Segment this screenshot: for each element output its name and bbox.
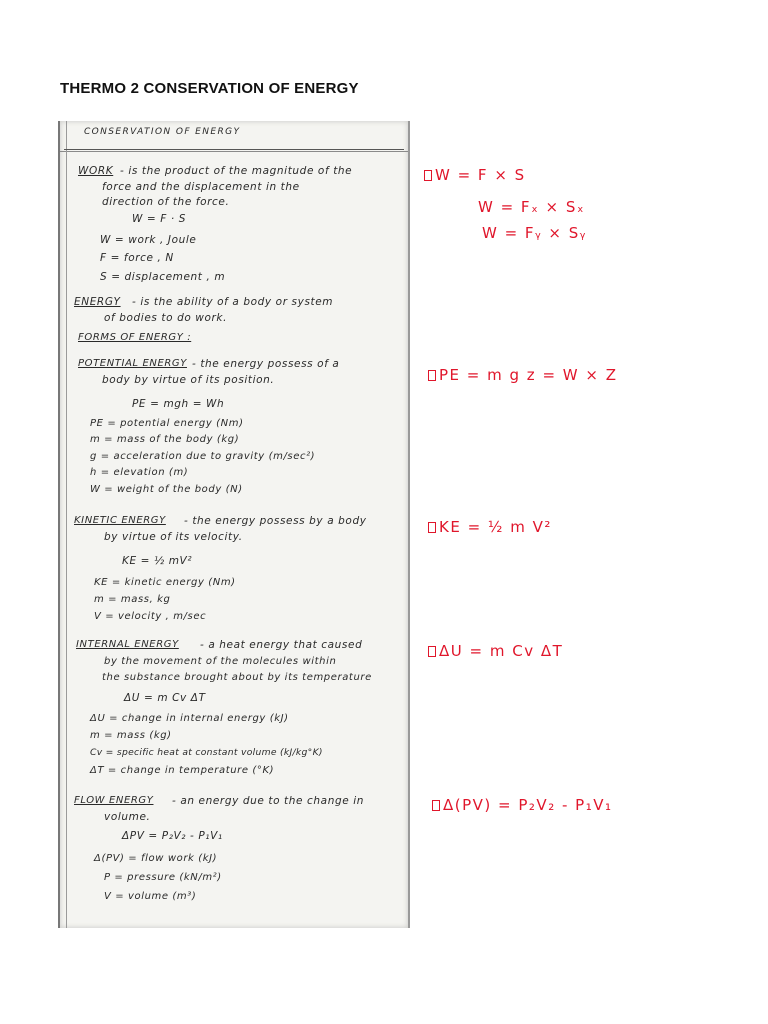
flow-var-p: P = pressure (kN/m²) (104, 872, 222, 883)
potential-var-h: h = elevation (m) (90, 467, 189, 478)
annotation-work (424, 166, 526, 184)
internal-equation: ΔU = m Cv ΔT (124, 692, 206, 704)
internal-var-du: ΔU = change in internal energy (kJ) (90, 713, 289, 724)
potential-var-w: W = weight of the body (N) (90, 484, 243, 495)
energy-heading: ENERGY (74, 296, 121, 308)
work-var-f: F = force , N (100, 252, 174, 264)
checkbox-icon (424, 170, 432, 181)
potential-def-line1: - the energy possess of a (192, 358, 340, 370)
potential-var-g: g = acceleration due to gravity (m/sec²) (90, 451, 316, 462)
annotation-potential-text: PE = m g z = W × Z (439, 366, 618, 384)
checkbox-icon (428, 370, 436, 381)
flow-equation: ΔPV = P₂V₂ - P₁V₁ (122, 830, 223, 842)
margin-line (66, 121, 67, 928)
annotation-internal-text: ΔU = m Cv ΔT (439, 642, 564, 660)
internal-var-m: m = mass (kg) (90, 730, 172, 741)
kinetic-heading: KINETIC ENERGY (74, 515, 166, 526)
work-def-line2: force and the displacement in the (102, 181, 300, 193)
annotation-kinetic (428, 518, 552, 536)
handwritten-notes-scan (58, 121, 410, 928)
energy-def-line1: - is the ability of a body or system (132, 296, 334, 308)
page-title: THERMO 2 CONSERVATION OF ENERGY (60, 80, 359, 97)
potential-def-line2: body by virtue of its position. (102, 374, 275, 386)
flow-var-dpv: Δ(PV) = flow work (kJ) (94, 853, 218, 864)
potential-equation: PE = mgh = Wh (132, 398, 225, 410)
kinetic-def-line2: by virtue of its velocity. (104, 531, 243, 543)
potential-var-pe: PE = potential energy (Nm) (90, 418, 244, 429)
annotation-work-x: W = Fₓ × Sₓ (478, 198, 586, 216)
annotation-work-y: W = Fᵧ × Sᵧ (482, 224, 587, 242)
forms-heading: FORMS OF ENERGY : (78, 332, 192, 343)
checkbox-icon (432, 800, 440, 811)
internal-var-cv: Cv = specific heat at constant volume (kJ/kg°K) (90, 747, 323, 758)
potential-var-m: m = mass of the body (kg) (90, 434, 240, 445)
work-def-line3: direction of the force. (102, 196, 230, 208)
internal-def-line1: - a heat energy that caused (200, 639, 363, 651)
work-var-s: S = displacement , m (100, 271, 226, 283)
kinetic-equation: KE = ½ mV² (122, 555, 193, 567)
annotation-work-text: W = F × S (435, 166, 526, 184)
kinetic-var-ke: KE = kinetic energy (Nm) (94, 577, 236, 588)
flow-def-line2: volume. (104, 811, 151, 823)
flow-def-line1: - an energy due to the change in (172, 795, 364, 807)
work-var-w: W = work , Joule (100, 234, 197, 246)
header-divider (64, 149, 404, 150)
annotation-potential (428, 366, 618, 384)
flow-var-v: V = volume (m³) (104, 891, 197, 902)
kinetic-var-m: m = mass, kg (94, 594, 171, 605)
work-def-line1: - is the product of the magnitude of the (120, 165, 353, 177)
internal-def-line2: by the movement of the molecules within (104, 656, 337, 667)
work-heading: WORK (78, 165, 114, 177)
annotation-internal (428, 642, 563, 660)
notes-header: CONSERVATION OF ENERGY (84, 127, 241, 137)
annotation-flow (432, 796, 613, 814)
kinetic-def-line1: - the energy possess by a body (184, 515, 367, 527)
internal-def-line3: the substance brought about by its temperature (102, 672, 372, 683)
work-equation: W = F · S (132, 213, 186, 225)
flow-heading: FLOW ENERGY (74, 795, 154, 806)
internal-heading: INTERNAL ENERGY (76, 639, 179, 650)
ruled-line (60, 151, 408, 152)
checkbox-icon (428, 522, 436, 533)
annotation-flow-text: Δ(PV) = P₂V₂ - P₁V₁ (443, 796, 613, 814)
internal-var-dt: ΔT = change in temperature (°K) (90, 765, 275, 776)
kinetic-var-v: V = velocity , m/sec (94, 611, 207, 622)
annotation-kinetic-text: KE = ½ m V² (439, 518, 552, 536)
checkbox-icon (428, 646, 436, 657)
energy-def-line2: of bodies to do work. (104, 312, 228, 324)
potential-heading: POTENTIAL ENERGY (78, 358, 187, 369)
